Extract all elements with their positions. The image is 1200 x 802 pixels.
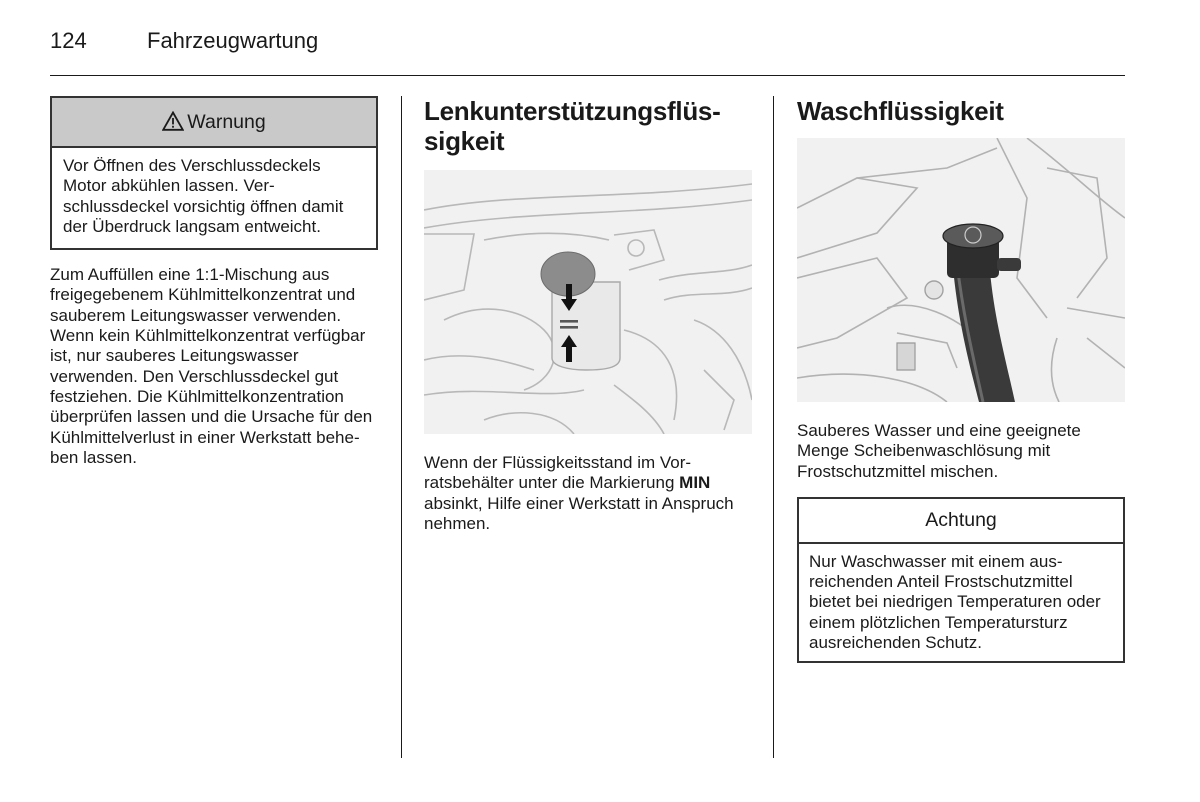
warning-box-header: [52, 98, 376, 148]
warning-text: Vor Öffnen des Verschlussdeckels Motor abkühlen lassen. Verschlussdeckel vorsichtig öffnen damit der Überdruck langsam entweicht.: [63, 156, 344, 236]
column-divider-2: [773, 96, 774, 758]
warning-title: Warnung: [187, 110, 266, 133]
page-number: 124: [50, 28, 87, 53]
column-washer-fluid: [797, 96, 1125, 663]
section-heading-power-steering: Lenkunterstützungsflüssigkeit: [424, 96, 721, 156]
power-steering-text-1: Wenn der Flüssigkeitsstand im Vorratsbehälter unter die Markierung: [424, 453, 692, 493]
caution-box: [797, 497, 1125, 663]
section-heading-washer-fluid: Waschflüssigkeit: [797, 96, 1004, 126]
power-steering-text-2: absinkt, Hilfe einer Werkstatt in Anspruch nehmen.: [424, 493, 734, 533]
header-rule: [50, 75, 1125, 76]
warning-box: [50, 96, 378, 250]
column-divider-1: [401, 96, 402, 758]
power-steering-paragraph: [424, 453, 754, 534]
caution-text: Nur Waschwasser mit einem ausreichenden Anteil Frostschutzmittel bietet bei niedrigen Temperaturen oder einem plötzlichen Temperatursturz ausreichenden Schutz.: [809, 551, 1101, 653]
coolant-paragraph: Zum Auffüllen eine 1:1-Mischung aus freigegebenem Kühlmittelkonzentrat und sauberem Leitungswasser verwenden. Wenn kein Kühlmittelkonzentrat verfügbar ist, nur sauberes Leitungswasser verwenden. Den Verschlussdeckel gut festziehen. Die Kühlmittelkonzentration überprüfen lassen und die Ursache für den Kühlmittelverlust in einer Werkstatt beheben lassen.: [50, 265, 373, 467]
chapter-title: Fahrzeugwartung: [147, 28, 319, 53]
washer-fluid-paragraph: Sauberes Wasser und eine geeignete Menge Scheibenwaschlösung mit Frostschutzmittel mischen.: [797, 421, 1081, 481]
warning-triangle-icon: [162, 111, 184, 131]
min-marking-label: MIN: [679, 473, 711, 493]
caution-box-header: Achtung: [799, 499, 1123, 544]
column-power-steering: [424, 96, 754, 534]
column-coolant: [50, 96, 378, 468]
washer-fluid-reservoir-photo: [797, 138, 1125, 402]
power-steering-reservoir-photo: [424, 170, 752, 434]
